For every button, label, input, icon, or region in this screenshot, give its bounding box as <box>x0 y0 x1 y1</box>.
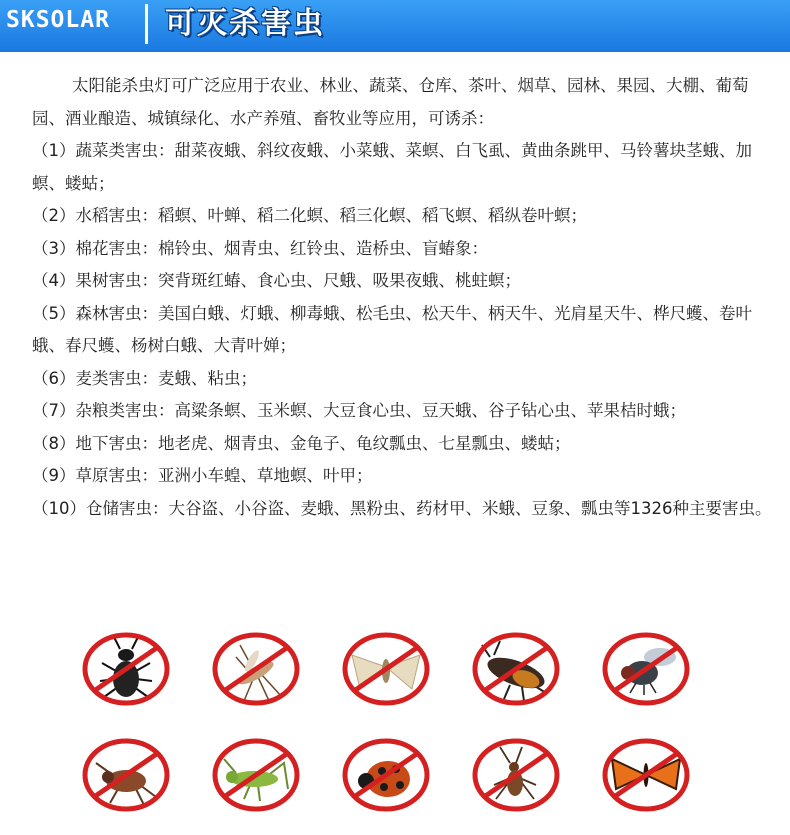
pest-icon-grid <box>70 627 710 817</box>
grasshopper-icon <box>200 733 312 817</box>
header-divider <box>145 4 148 44</box>
category-item: （9）草原害虫：亚洲小车蝗、草地螟、叶甲； <box>32 466 373 485</box>
category-item: （1）蔬菜类害虫：甜菜夜蛾、斜纹夜蛾、小菜蛾、菜螟、白飞虱、黄曲条跳甲、马铃薯块茎蛾、加螟、蝼蛄； <box>32 141 752 193</box>
pest-item <box>330 733 442 817</box>
moth-icon <box>330 627 442 711</box>
ladybug-icon <box>330 733 442 817</box>
header-banner <box>0 0 790 52</box>
category-item: （8）地下害虫：地老虎、烟青虫、金龟子、龟纹瓢虫、七星瓢虫、蝼蛄； <box>32 433 571 453</box>
intro-paragraph: 太阳能杀虫灯可广泛应用于农业、林业、蔬菜、仓库、茶叶、烟草、园林、果园、大棚、葡萄园、酒业酿造、城镇绿化、水产养殖、畜牧业等应用，可诱杀： <box>32 76 749 128</box>
pest-item <box>590 627 702 711</box>
category-item: （5）森林害虫：美国白蛾、灯蛾、柳毒蛾、松毛虫、松天牛、柄天牛、光肩星天牛、桦尺蠖、卷叶蛾、春尺蠖、杨树白蛾、大青叶婵； <box>32 303 752 355</box>
pest-item <box>70 733 182 817</box>
article-body <box>32 70 772 525</box>
pest-item <box>70 627 182 711</box>
mosquito-icon <box>200 627 312 711</box>
category-item: （4）果树害虫：突背斑红蝽、食心虫、尺蛾、吸果夜蛾、桃蛀螟； <box>32 271 521 290</box>
pest-item <box>590 733 702 817</box>
pest-item <box>200 627 312 711</box>
pest-item <box>460 627 572 711</box>
pest-item <box>200 733 312 817</box>
butterfly-icon <box>590 733 702 817</box>
ant-bug-icon <box>460 733 572 817</box>
category-item: （3）棉花害虫：棉铃虫、烟青虫、红铃虫、造桥虫、盲蝽象： <box>32 238 488 258</box>
longhorn-beetle-icon <box>460 627 572 711</box>
category-item: （10）仓储害虫：大谷盗、小谷盗、麦蛾、黑粉虫、药材甲、米蛾、豆象、瓢虫等1326种主要害虫。 <box>32 498 772 518</box>
page-title: 可灭杀害虫 <box>165 6 325 41</box>
category-item: （7）杂粮类害虫：高粱条螟、玉米螟、大豆食心虫、豆天蛾、谷子钻心虫、苹果桔时蛾； <box>32 401 686 420</box>
category-item: （6）麦类害虫：麦蛾、粘虫； <box>32 368 257 388</box>
fly-icon <box>590 627 702 711</box>
stag-beetle-icon <box>70 627 182 711</box>
cricket-icon <box>70 733 182 817</box>
pest-item <box>330 627 442 711</box>
category-item: （2）水稻害虫：稻螟、叶蝉、稻二化螟、稻三化螟、稻飞螟、稻纵卷叶螟； <box>32 206 587 225</box>
brand-logo: SKSOLAR <box>6 7 110 33</box>
pest-item <box>460 733 572 817</box>
